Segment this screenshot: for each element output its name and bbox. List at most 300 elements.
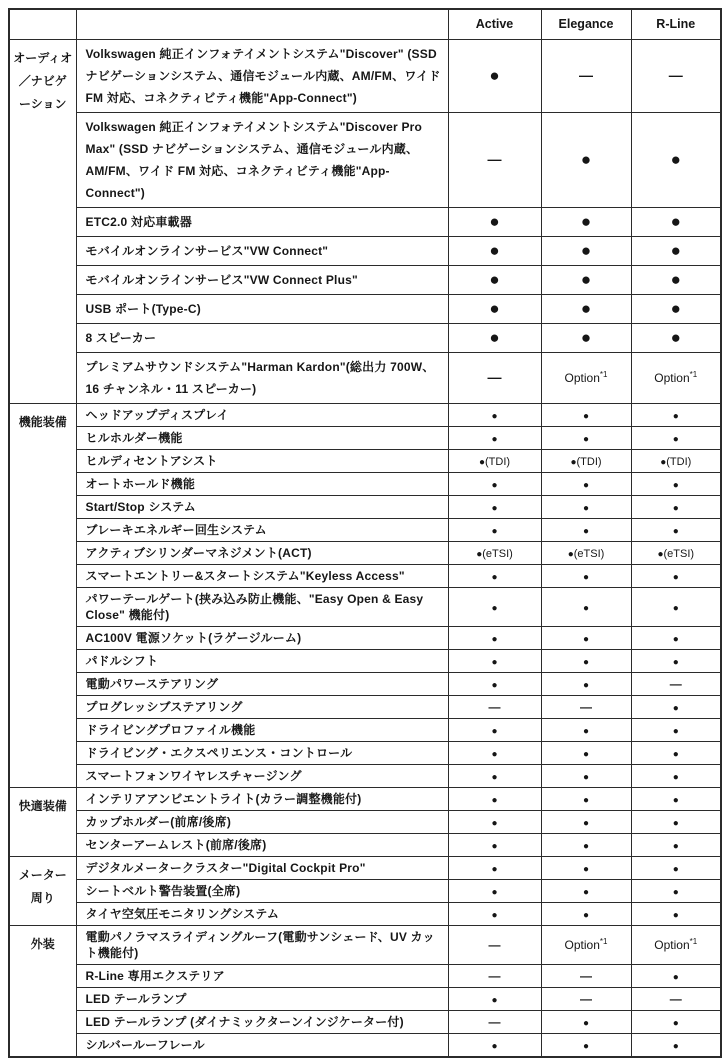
table-row xyxy=(9,426,721,449)
value-cell-active xyxy=(448,495,541,518)
standard-mark: ● xyxy=(582,679,590,691)
value-cell-elegance xyxy=(541,833,631,856)
standard-mark: ● xyxy=(670,211,681,231)
category-label xyxy=(9,787,76,856)
standard-mark: ● xyxy=(491,771,498,783)
table-row xyxy=(9,987,721,1010)
feature-label: ドライビングプロファイル機能 xyxy=(76,718,448,741)
value-cell-rline xyxy=(631,672,721,695)
value-cell-active xyxy=(448,265,541,294)
feature-label: LED テールランプ (ダイナミックターンインジケーター付) xyxy=(76,1010,448,1033)
feature-label: プログレッシブステアリング xyxy=(76,695,448,718)
value-cell-rline xyxy=(631,472,721,495)
table-row xyxy=(9,564,721,587)
value-cell-active xyxy=(448,649,541,672)
not-available-mark: — xyxy=(488,699,501,714)
option-mark: Option$^{*1}$ xyxy=(564,936,608,952)
value-cell-rline xyxy=(631,718,721,741)
standard-mark: ● xyxy=(672,633,679,645)
standard-mark: ● xyxy=(491,1040,498,1052)
table-row xyxy=(9,403,721,426)
feature-label: シルバールーフレール xyxy=(76,1033,448,1057)
not-available-mark: — xyxy=(668,66,683,83)
value-cell-active xyxy=(448,541,541,564)
standard-mark: ● xyxy=(491,571,498,583)
value-cell-active xyxy=(448,626,541,649)
table-row xyxy=(9,1033,721,1057)
value-cell-elegance xyxy=(541,352,631,403)
standard-mark: ● xyxy=(672,525,679,537)
value-cell-rline xyxy=(631,810,721,833)
feature-label: AC100V 電源ソケット(ラゲージルーム) xyxy=(76,626,448,649)
table-row xyxy=(9,626,721,649)
table-row xyxy=(9,856,721,879)
table-row xyxy=(9,472,721,495)
category-label-line: 外装 xyxy=(30,936,55,951)
standard-mark: ● xyxy=(582,525,590,537)
feature-label: パワーテールゲート(挟み込み防止機能、"Easy Open & Easy Close" 機能付) xyxy=(76,587,448,626)
value-cell-active xyxy=(448,810,541,833)
standard-mark: ● xyxy=(491,725,498,737)
value-cell-elegance xyxy=(541,403,631,426)
standard-mark: ● xyxy=(489,211,500,231)
value-cell-rline xyxy=(631,987,721,1010)
standard-mark: ● xyxy=(582,633,590,645)
value-cell-rline xyxy=(631,403,721,426)
standard-mark: ● xyxy=(672,794,679,806)
standard-mark: ● xyxy=(570,456,577,468)
standard-mark: ● xyxy=(491,748,498,760)
table-row xyxy=(9,541,721,564)
value-cell-elegance xyxy=(541,649,631,672)
category-label-line: 周り xyxy=(30,890,55,905)
value-cell-rline xyxy=(631,1010,721,1033)
value-cell-elegance xyxy=(541,323,631,352)
table-row xyxy=(9,787,721,810)
standard-mark: ● xyxy=(491,502,498,514)
feature-label: カップホルダー(前席/後席) xyxy=(76,810,448,833)
value-cell-rline xyxy=(631,856,721,879)
category-label-line: ーション xyxy=(18,96,67,111)
not-available-mark: — xyxy=(488,1014,501,1029)
value-cell-elegance xyxy=(541,856,631,879)
value-cell-elegance xyxy=(541,449,631,472)
standard-mark: ● xyxy=(582,433,590,445)
not-available-mark: — xyxy=(669,676,682,691)
value-cell-rline xyxy=(631,541,721,564)
value-cell-rline xyxy=(631,787,721,810)
value-cell-active xyxy=(448,1033,541,1057)
table-row xyxy=(9,879,721,902)
standard-mark: ● xyxy=(491,886,498,898)
mark-note: (eTSI) xyxy=(482,547,513,560)
value-cell-rline xyxy=(631,741,721,764)
value-cell-rline xyxy=(631,207,721,236)
feature-label: オートホールド機能 xyxy=(76,472,448,495)
standard-mark: ● xyxy=(582,748,590,760)
mark-note: (TDI) xyxy=(576,455,602,468)
standard-mark: ● xyxy=(582,1017,590,1029)
standard-mark: ● xyxy=(672,771,679,783)
value-cell-elegance xyxy=(541,741,631,764)
value-cell-elegance xyxy=(541,626,631,649)
value-cell-elegance xyxy=(541,518,631,541)
option-mark: Option$^{*1}$ xyxy=(654,936,698,952)
standard-mark: ● xyxy=(491,433,498,445)
value-cell-elegance xyxy=(541,987,631,1010)
standard-mark: ● xyxy=(491,633,498,645)
feature-label: USB ポート(Type-C) xyxy=(76,294,448,323)
value-cell-rline xyxy=(631,495,721,518)
standard-mark: ● xyxy=(582,840,590,852)
standard-mark: ● xyxy=(491,840,498,852)
standard-mark: ● xyxy=(672,909,679,921)
value-cell-elegance xyxy=(541,495,631,518)
standard-mark: ● xyxy=(489,298,500,318)
value-cell-elegance xyxy=(541,964,631,987)
standard-mark: ● xyxy=(672,886,679,898)
value-cell-rline xyxy=(631,39,721,112)
not-available-mark: — xyxy=(580,699,592,714)
table-row xyxy=(9,718,721,741)
standard-mark: ● xyxy=(489,269,500,289)
not-available-mark: — xyxy=(488,937,501,952)
table-row xyxy=(9,39,721,112)
standard-mark: ● xyxy=(491,863,498,875)
category-label xyxy=(9,856,76,925)
feature-label: スマートフォンワイヤレスチャージング xyxy=(76,764,448,787)
standard-mark: ● xyxy=(672,502,679,514)
mark-note: (TDI) xyxy=(666,455,692,468)
standard-mark: ● xyxy=(491,679,498,691)
standard-mark: ● xyxy=(672,410,679,422)
spec-table-body xyxy=(9,39,721,1057)
table-row xyxy=(9,352,721,403)
value-cell-active xyxy=(448,856,541,879)
standard-mark: ● xyxy=(489,327,500,347)
standard-mark: ● xyxy=(657,548,664,560)
column-header-active: Active xyxy=(448,9,541,39)
feature-label: Volkswagen 純正インフォテイメントシステム"Discover Pro Max" (SSD ナビゲーションシステム、通信モジュール内蔵、AM/FM、ワイド FM 対応、コネクティビティ機能"App-Connect") xyxy=(76,112,448,207)
value-cell-elegance xyxy=(541,265,631,294)
feature-label: Volkswagen 純正インフォテイメントシステム"Discover" (SSD ナビゲーションシステム、通信モジュール内蔵、AM/FM、ワイド FM 対応、コネクティビティ機能"App-Connect") xyxy=(76,39,448,112)
value-cell-elegance xyxy=(541,879,631,902)
standard-mark: ● xyxy=(491,410,498,422)
value-cell-active xyxy=(448,718,541,741)
value-cell-elegance xyxy=(541,472,631,495)
value-cell-active xyxy=(448,403,541,426)
value-cell-elegance xyxy=(541,810,631,833)
standard-mark: ● xyxy=(580,327,592,347)
value-cell-active xyxy=(448,236,541,265)
value-cell-rline xyxy=(631,964,721,987)
value-cell-active xyxy=(448,925,541,964)
standard-mark: ● xyxy=(672,656,679,668)
value-cell-active xyxy=(448,764,541,787)
value-cell-active xyxy=(448,352,541,403)
standard-mark: ● xyxy=(491,794,498,806)
standard-mark: ● xyxy=(580,149,592,169)
value-cell-rline xyxy=(631,112,721,207)
standard-mark: ● xyxy=(672,863,679,875)
standard-mark: ● xyxy=(582,502,590,514)
standard-mark: ● xyxy=(582,410,590,422)
value-cell-elegance xyxy=(541,587,631,626)
table-row xyxy=(9,1010,721,1033)
value-cell-active xyxy=(448,964,541,987)
standard-mark: ● xyxy=(582,771,590,783)
standard-mark: ● xyxy=(489,240,500,260)
not-available-mark: — xyxy=(580,991,592,1006)
not-available-mark: — xyxy=(487,368,502,385)
standard-mark: ● xyxy=(478,456,485,468)
value-cell-active xyxy=(448,518,541,541)
standard-mark: ● xyxy=(582,817,590,829)
value-cell-active xyxy=(448,564,541,587)
value-cell-elegance xyxy=(541,112,631,207)
value-cell-rline xyxy=(631,1033,721,1057)
value-cell-active xyxy=(448,207,541,236)
table-row xyxy=(9,323,721,352)
value-cell-rline xyxy=(631,649,721,672)
feature-label: ETC2.0 対応車載器 xyxy=(76,207,448,236)
feature-label: シートベルト警告装置(全席) xyxy=(76,879,448,902)
mark-note: (eTSI) xyxy=(573,547,605,560)
feature-label: ヒルディセントアシスト xyxy=(76,449,448,472)
standard-mark: ● xyxy=(491,525,498,537)
not-available-mark: — xyxy=(580,968,592,983)
standard-mark: ● xyxy=(672,817,679,829)
table-row xyxy=(9,672,721,695)
feature-label: タイヤ空気圧モニタリングシステム xyxy=(76,902,448,925)
value-cell-rline xyxy=(631,265,721,294)
standard-mark: ● xyxy=(491,994,498,1006)
value-cell-elegance xyxy=(541,1010,631,1033)
category-label-line: メーター xyxy=(18,867,67,882)
table-row xyxy=(9,207,721,236)
value-cell-rline xyxy=(631,925,721,964)
table-row xyxy=(9,695,721,718)
not-available-mark: — xyxy=(487,150,502,167)
table-row xyxy=(9,449,721,472)
standard-mark: ● xyxy=(672,1040,679,1052)
value-cell-elegance xyxy=(541,695,631,718)
value-cell-elegance xyxy=(541,672,631,695)
feature-label: パドルシフト xyxy=(76,649,448,672)
table-row xyxy=(9,112,721,207)
standard-mark: ● xyxy=(491,479,498,491)
standard-mark: ● xyxy=(582,656,590,668)
header-row xyxy=(9,9,721,39)
feature-label: R-Line 専用エクステリア xyxy=(76,964,448,987)
value-cell-rline xyxy=(631,518,721,541)
standard-mark: ● xyxy=(672,702,679,714)
standard-mark: ● xyxy=(670,327,681,347)
feature-label: ドライビング・エクスペリエンス・コントロール xyxy=(76,741,448,764)
feature-label: ブレーキエネルギー回生システム xyxy=(76,518,448,541)
not-available-mark: — xyxy=(488,968,501,983)
feature-label: モバイルオンラインサービス"VW Connect Plus" xyxy=(76,265,448,294)
feature-label: センターアームレスト(前席/後席) xyxy=(76,833,448,856)
standard-mark: ● xyxy=(670,240,681,260)
standard-mark: ● xyxy=(567,548,574,560)
not-available-mark: — xyxy=(669,991,682,1006)
value-cell-elegance xyxy=(541,294,631,323)
header-feature-cell xyxy=(76,9,448,39)
category-label-line: オーディオ xyxy=(13,50,73,65)
value-cell-elegance xyxy=(541,787,631,810)
value-cell-elegance xyxy=(541,39,631,112)
value-cell-active xyxy=(448,472,541,495)
standard-mark: ● xyxy=(580,269,592,289)
value-cell-active xyxy=(448,879,541,902)
feature-label: アクティブシリンダーマネジメント(ACT) xyxy=(76,541,448,564)
feature-label: スマートエントリー&スタートシステム"Keyless Access" xyxy=(76,564,448,587)
standard-mark: ● xyxy=(582,571,590,583)
standard-mark: ● xyxy=(672,433,679,445)
standard-mark: ● xyxy=(580,240,592,260)
value-cell-active xyxy=(448,587,541,626)
feature-label: 電動パワーステアリング xyxy=(76,672,448,695)
value-cell-rline xyxy=(631,587,721,626)
not-available-mark: — xyxy=(579,66,593,83)
value-cell-rline xyxy=(631,879,721,902)
standard-mark: ● xyxy=(491,817,498,829)
feature-label: プレミアムサウンドシステム"Harman Kardon"(総出力 700W、16 チャンネル・11 スピーカー) xyxy=(76,352,448,403)
standard-mark: ● xyxy=(670,298,681,318)
table-row xyxy=(9,964,721,987)
value-cell-rline xyxy=(631,764,721,787)
column-header-elegance: Elegance xyxy=(541,9,631,39)
category-label-line: ／ナビゲ xyxy=(18,73,67,88)
value-cell-active xyxy=(448,672,541,695)
standard-mark: ● xyxy=(672,571,679,583)
value-cell-rline xyxy=(631,695,721,718)
option-mark: Option$^{*1}$ xyxy=(564,369,608,385)
category-label xyxy=(9,39,76,403)
standard-mark: ● xyxy=(582,909,590,921)
feature-label: LED テールランプ xyxy=(76,987,448,1010)
category-label-line: 機能装備 xyxy=(18,414,67,429)
table-row xyxy=(9,587,721,626)
value-cell-elegance xyxy=(541,207,631,236)
feature-label: ヒルホルダー機能 xyxy=(76,426,448,449)
value-cell-active xyxy=(448,1010,541,1033)
value-cell-elegance xyxy=(541,718,631,741)
standard-mark: ● xyxy=(672,748,679,760)
value-cell-elegance xyxy=(541,564,631,587)
value-cell-rline xyxy=(631,426,721,449)
value-cell-rline xyxy=(631,833,721,856)
standard-mark: ● xyxy=(582,602,590,614)
table-row xyxy=(9,764,721,787)
feature-label: デジタルメータークラスター"Digital Cockpit Pro" xyxy=(76,856,448,879)
value-cell-active xyxy=(448,449,541,472)
value-cell-active xyxy=(448,39,541,112)
standard-mark: ● xyxy=(672,602,679,614)
standard-mark: ● xyxy=(670,149,681,169)
standard-mark: ● xyxy=(672,725,679,737)
value-cell-elegance xyxy=(541,764,631,787)
standard-mark: ● xyxy=(582,794,590,806)
table-row xyxy=(9,518,721,541)
table-row xyxy=(9,294,721,323)
standard-mark: ● xyxy=(491,602,498,614)
value-cell-rline xyxy=(631,236,721,265)
category-label xyxy=(9,403,76,787)
feature-label: Start/Stop システム xyxy=(76,495,448,518)
table-row xyxy=(9,741,721,764)
header-category-cell xyxy=(9,9,76,39)
value-cell-elegance xyxy=(541,1033,631,1057)
standard-mark: ● xyxy=(580,298,592,318)
feature-label: ヘッドアップディスプレイ xyxy=(76,403,448,426)
category-label-line: 快適装備 xyxy=(18,798,67,813)
standard-mark: ● xyxy=(582,1040,590,1052)
mark-note: (TDI) xyxy=(485,455,511,468)
table-row xyxy=(9,265,721,294)
value-cell-rline xyxy=(631,626,721,649)
column-header-rline: R-Line xyxy=(631,9,721,39)
standard-mark: ● xyxy=(672,479,679,491)
standard-mark: ● xyxy=(489,65,500,85)
standard-mark: ● xyxy=(582,886,590,898)
feature-label: 電動パノラマスライディングルーフ(電動サンシェード、UV カット機能付) xyxy=(76,925,448,964)
feature-label: モバイルオンラインサービス"VW Connect" xyxy=(76,236,448,265)
standard-mark: ● xyxy=(582,479,590,491)
value-cell-active xyxy=(448,695,541,718)
standard-mark: ● xyxy=(491,656,498,668)
value-cell-active xyxy=(448,741,541,764)
table-row xyxy=(9,925,721,964)
standard-mark: ● xyxy=(582,725,590,737)
standard-mark: ● xyxy=(672,1017,679,1029)
standard-mark: ● xyxy=(491,909,498,921)
standard-mark: ● xyxy=(672,971,679,983)
standard-mark: ● xyxy=(672,840,679,852)
table-row xyxy=(9,236,721,265)
feature-label: 8 スピーカー xyxy=(76,323,448,352)
standard-mark: ● xyxy=(582,863,590,875)
table-row xyxy=(9,649,721,672)
value-cell-elegance xyxy=(541,902,631,925)
value-cell-elegance xyxy=(541,541,631,564)
value-cell-active xyxy=(448,902,541,925)
mark-note: (eTSI) xyxy=(663,547,695,560)
value-cell-active xyxy=(448,294,541,323)
spec-table xyxy=(8,8,722,1058)
value-cell-rline xyxy=(631,323,721,352)
table-row xyxy=(9,833,721,856)
option-mark: Option$^{*1}$ xyxy=(654,369,698,385)
category-label xyxy=(9,925,76,1057)
value-cell-rline xyxy=(631,449,721,472)
value-cell-active xyxy=(448,112,541,207)
value-cell-elegance xyxy=(541,426,631,449)
table-row xyxy=(9,810,721,833)
value-cell-elegance xyxy=(541,236,631,265)
value-cell-rline xyxy=(631,902,721,925)
value-cell-active xyxy=(448,987,541,1010)
value-cell-elegance xyxy=(541,925,631,964)
value-cell-active xyxy=(448,787,541,810)
value-cell-active xyxy=(448,833,541,856)
feature-label: インテリアアンビエントライト(カラー調整機能付) xyxy=(76,787,448,810)
standard-mark: ● xyxy=(660,456,667,468)
value-cell-active xyxy=(448,426,541,449)
table-row xyxy=(9,902,721,925)
standard-mark: ● xyxy=(580,211,592,231)
